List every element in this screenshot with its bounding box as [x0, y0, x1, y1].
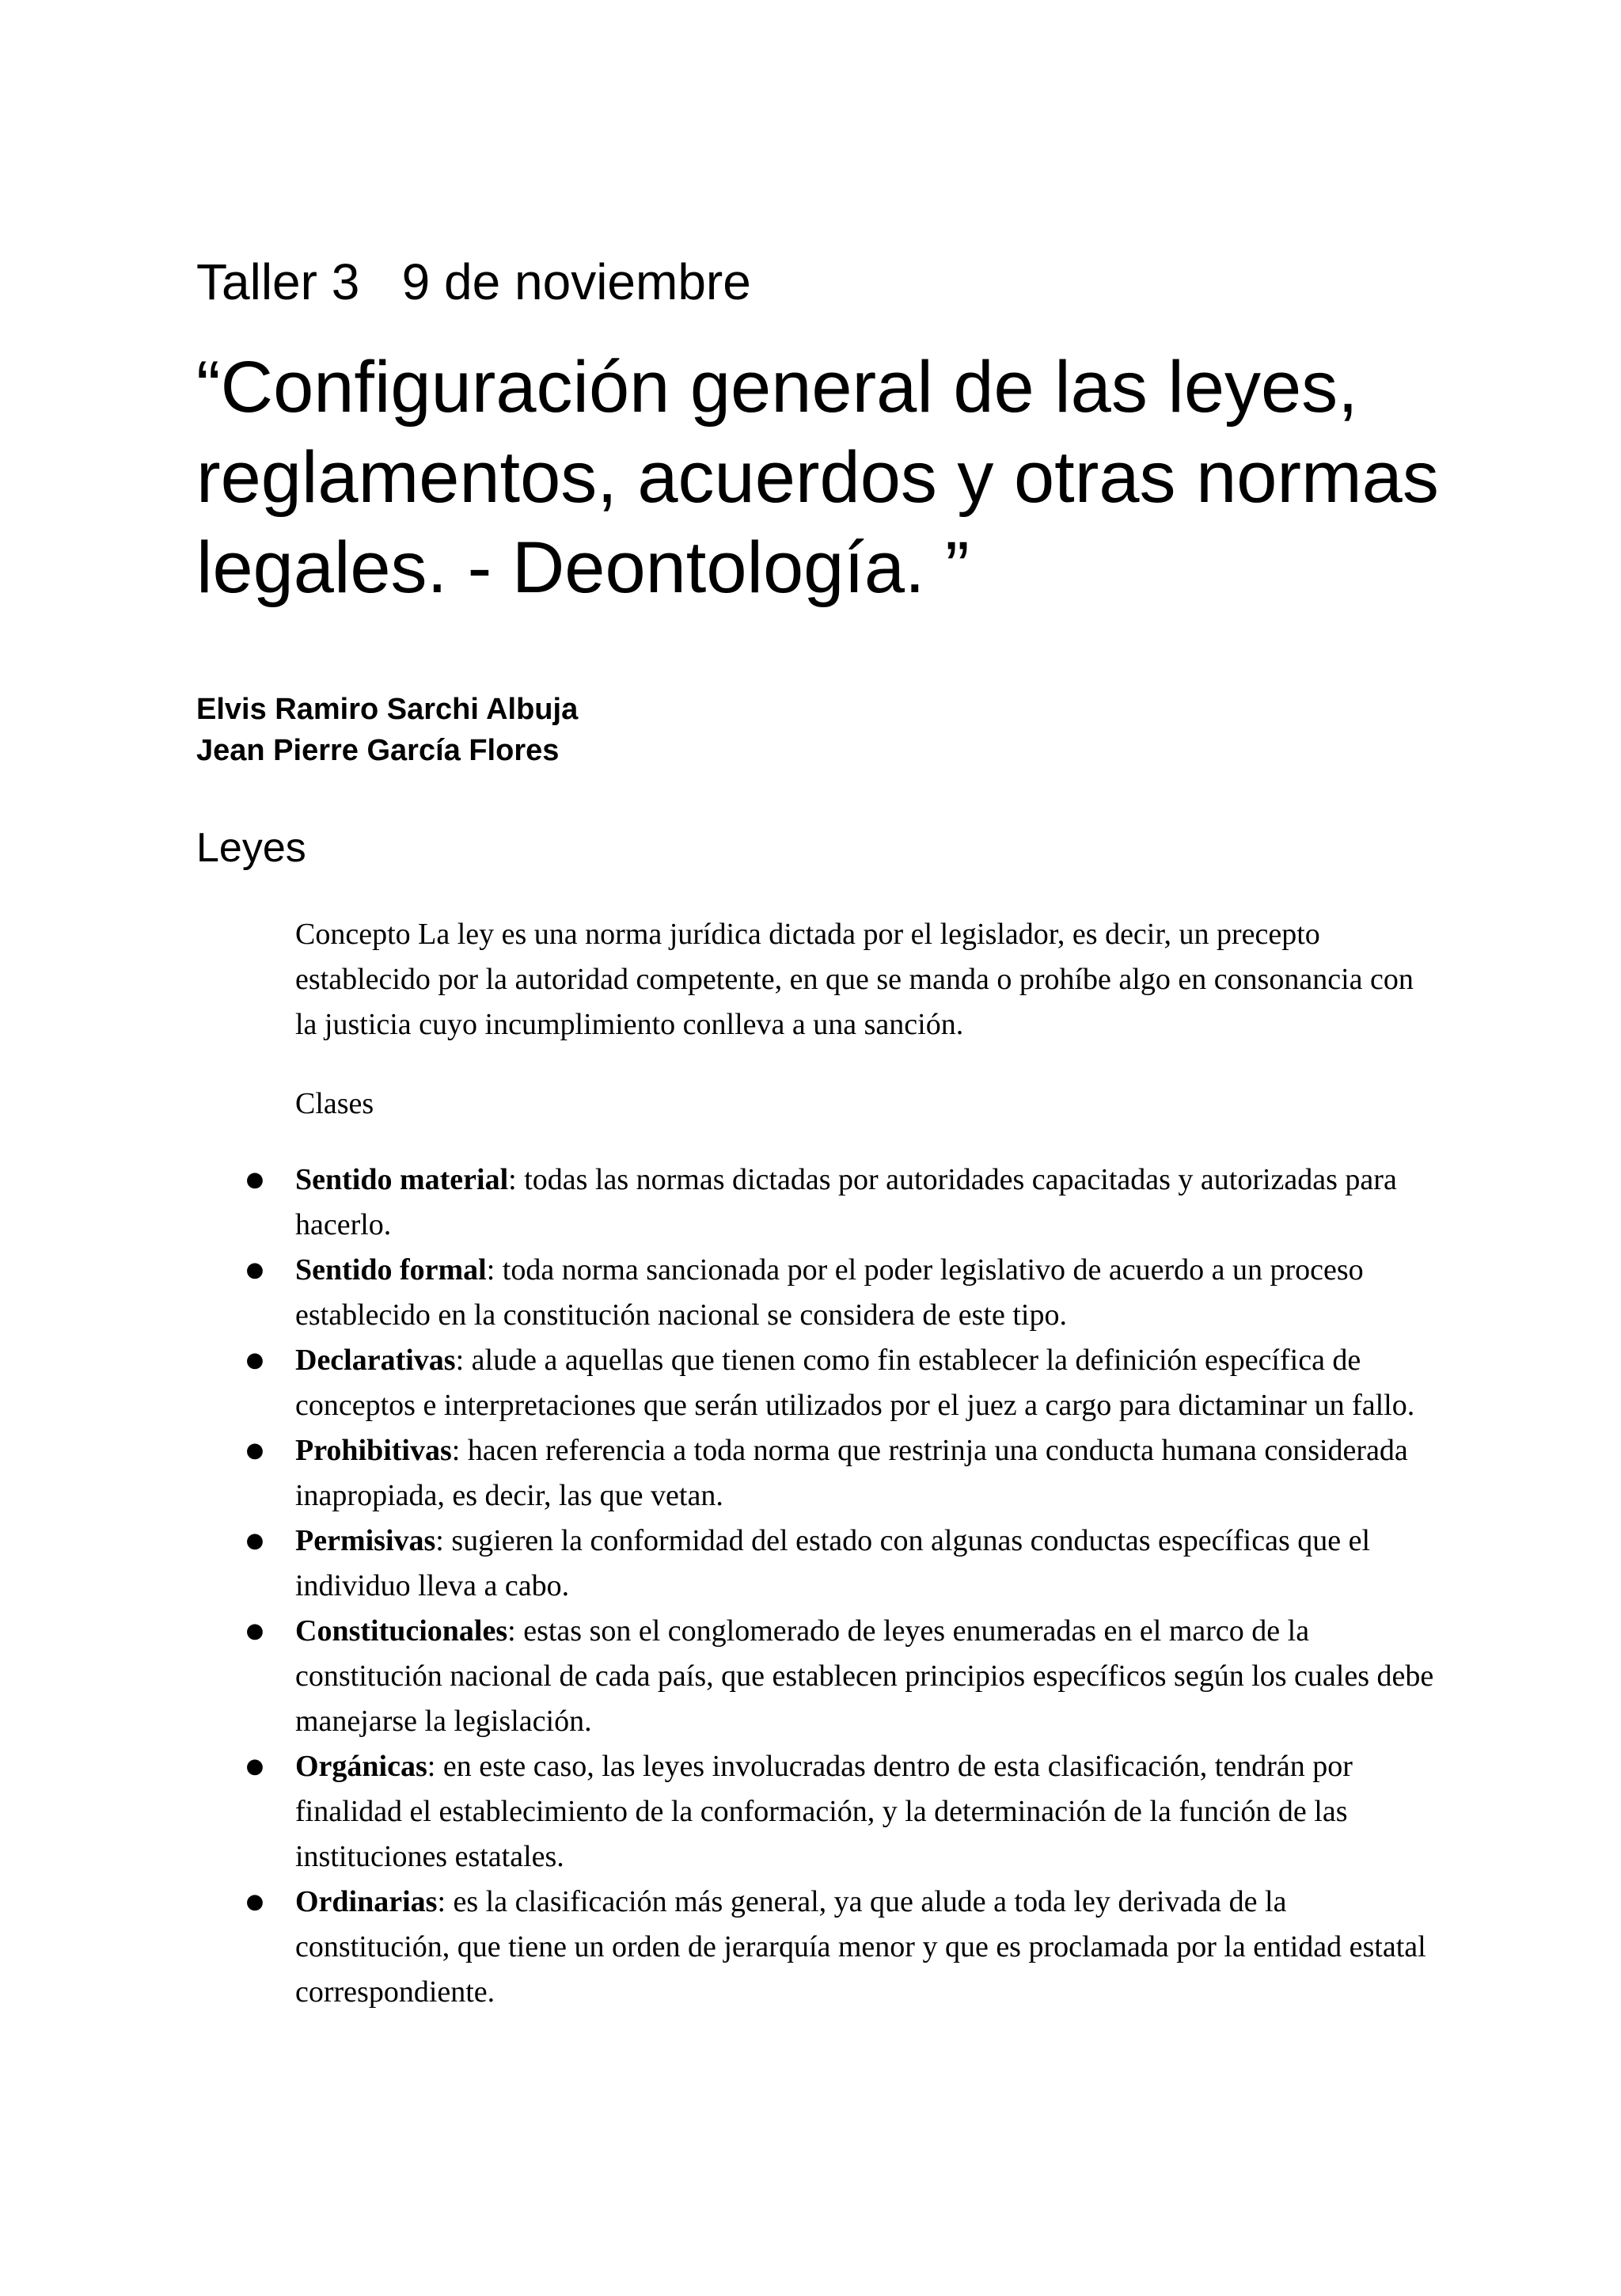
bullet-icon: ● — [245, 1168, 264, 1192]
bullet-icon: ● — [245, 1258, 264, 1282]
list-item — [245, 1609, 1435, 1744]
list-item — [245, 1158, 1435, 1248]
bullet-icon: ● — [245, 1754, 264, 1778]
document-subtitle: Taller 3 9 de noviembre — [196, 253, 751, 310]
classes-list — [245, 1158, 1435, 2015]
concept-paragraph: Concepto La ley es una norma jurídica dictada por el legislador, es decir, un precepto establecido por la autoridad competente, en que se manda o prohíbe algo en consonancia con la justicia cuyo incumplimiento conlleva a una sanción. — [295, 918, 1414, 1041]
class-term: Declarativas — [295, 1344, 456, 1377]
list-item — [245, 1338, 1435, 1428]
list-item — [245, 1744, 1435, 1880]
bullet-icon: ● — [245, 1348, 264, 1372]
class-term: Sentido formal — [295, 1253, 487, 1287]
class-term: Constitucionales — [295, 1614, 508, 1648]
class-description: : es la clasificación más general, ya que alude a toda ley derivada de la constitución, que tiene un orden de jerarquía menor y que es proclamada por la entidad estatal correspondiente. — [295, 1885, 1426, 2009]
class-description: : toda norma sancionada por el poder legislativo de acuerdo a un proceso establecido en la constitución nacional se considera de este tipo. — [295, 1253, 1364, 1332]
list-item — [245, 1428, 1435, 1519]
class-description: : todas las normas dictadas por autoridades capacitadas y autorizadas para hacerlo. — [295, 1163, 1397, 1241]
class-description: : estas son el conglomerado de leyes enumeradas en el marco de la constitución nacional de cada país, que establecen principios específicos según los cuales debe manejarse la legislación. — [295, 1614, 1434, 1738]
author-name: Elvis Ramiro Sarchi Albuja — [196, 693, 579, 726]
list-item — [245, 1880, 1435, 2015]
bullet-icon: ● — [245, 1619, 264, 1643]
class-term: Sentido material — [295, 1163, 509, 1196]
document-title: “Configuración general de las leyes, reglamentos, acuerdos y otras normas legales. - Deontología. ” — [196, 347, 1439, 608]
list-item — [245, 1248, 1435, 1338]
authors-block — [196, 689, 578, 771]
clases-label: Clases — [295, 1087, 374, 1120]
section-heading: Leyes — [196, 825, 306, 871]
class-term: Prohibitivas — [295, 1434, 452, 1467]
author-name: Jean Pierre García Flores — [196, 734, 560, 767]
bullet-icon: ● — [245, 1529, 264, 1553]
bullet-icon: ● — [245, 1439, 264, 1462]
class-description: : hacen referencia a toda norma que restrinja una conducta humana considerada inapropiada, es decir, las que vetan. — [295, 1434, 1408, 1512]
list-item — [245, 1519, 1435, 1609]
class-term: Ordinarias — [295, 1885, 438, 1918]
class-description: : alude a aquellas que tienen como fin establecer la definición específica de conceptos e interpretaciones que serán utilizados por el juez a cargo para dictaminar un fallo. — [295, 1344, 1415, 1422]
class-term: Orgánicas — [295, 1750, 427, 1783]
class-description: : sugieren la conformidad del estado con algunas conductas específicas que el individuo lleva a cabo. — [295, 1524, 1371, 1602]
bullet-icon: ● — [245, 1890, 264, 1914]
class-description: : en este caso, las leyes involucradas dentro de esta clasificación, tendrán por finalidad el establecimiento de la conformación, y la determinación de la función de las instituciones estatales. — [295, 1750, 1353, 1873]
class-term: Permisivas — [295, 1524, 436, 1557]
